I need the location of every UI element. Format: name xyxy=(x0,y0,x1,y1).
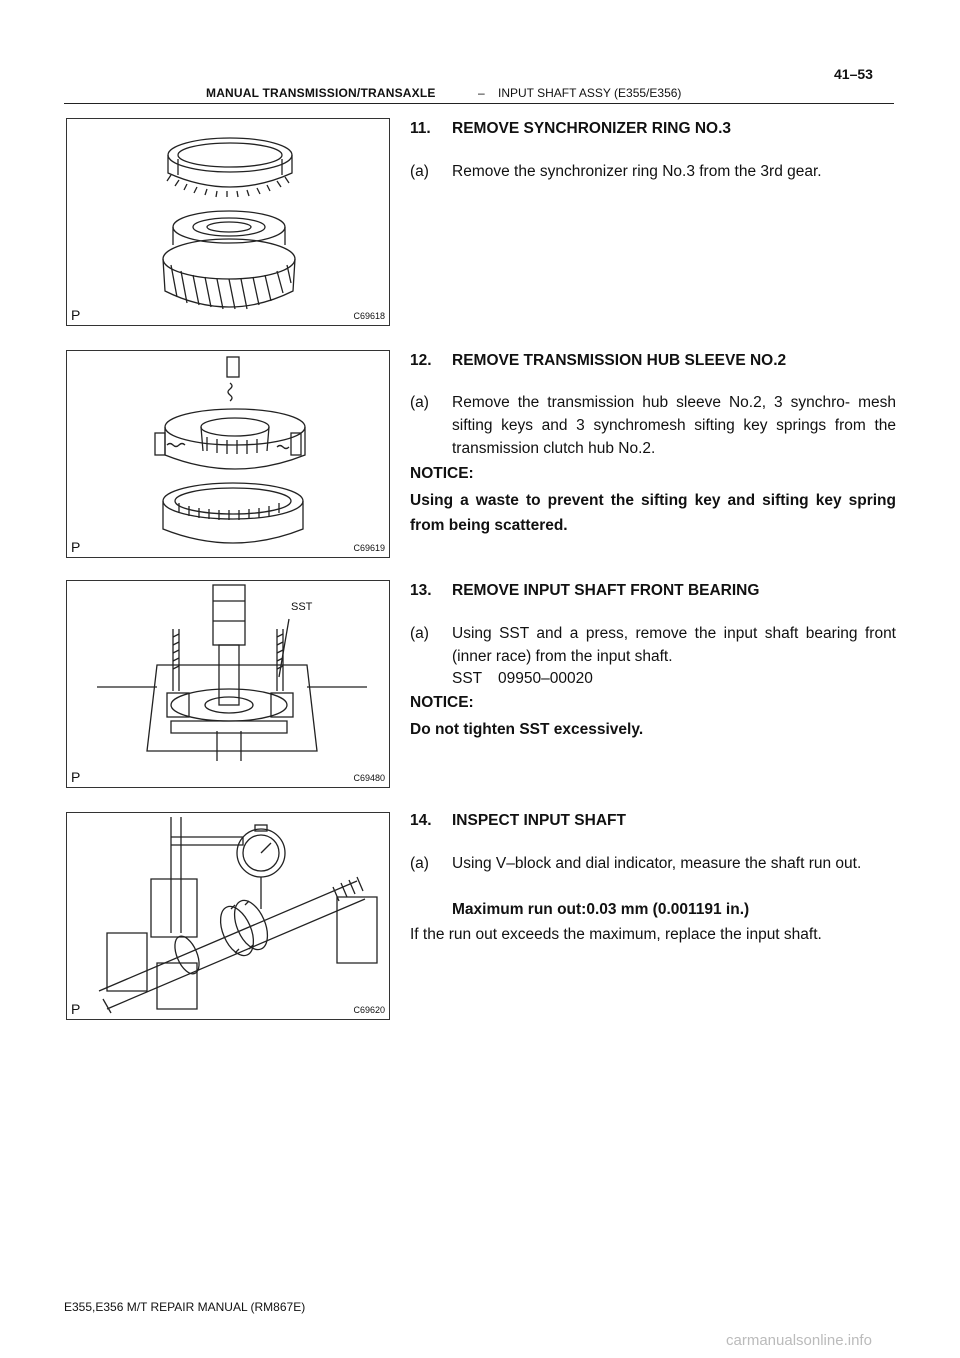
figure-p-label: P xyxy=(71,1001,81,1017)
site-watermark: carmanualsonline.info xyxy=(726,1332,872,1349)
figure-p-label: P xyxy=(71,307,81,323)
figure-code: C69618 xyxy=(353,311,385,321)
substep-text: Using SST and a press, remove the input shaft bearing front (inner race) from the input shaft. xyxy=(452,625,896,665)
step-14-title xyxy=(410,812,626,830)
sst-label: SST xyxy=(452,670,483,687)
sst-callout-label: SST xyxy=(291,601,313,613)
step-13-notice-text: Do not tighten SST excessively. xyxy=(410,721,644,738)
figure-code: C69620 xyxy=(353,1005,385,1015)
figure-dial-indicator xyxy=(66,812,390,1020)
substep-label: (a) xyxy=(410,625,429,642)
step-number: 12. xyxy=(410,352,432,369)
step-title-text: REMOVE SYNCHRONIZER RING NO.3 xyxy=(452,120,732,137)
substep-text: Remove the synchronizer ring No.3 from the 3rd gear. xyxy=(452,163,822,180)
substep-text: Remove the transmission hub sleeve No.2, 3 synchro- mesh sifting keys and 3 synchromesh sifting key springs from the transmission clutch hub No.2. xyxy=(452,394,896,457)
substep-label: (a) xyxy=(410,855,429,872)
step-11-substep-a xyxy=(410,160,896,183)
figure-p-label: P xyxy=(71,769,81,785)
figure-p-label: P xyxy=(71,539,81,555)
step-12-title xyxy=(410,352,786,370)
hub-sleeve-illustration xyxy=(67,351,389,557)
header-separator: – xyxy=(478,86,485,100)
step-title-text: REMOVE INPUT SHAFT FRONT BEARING xyxy=(452,582,760,599)
step-14-note: If the run out exceeds the maximum, replace the input shaft. xyxy=(410,926,822,943)
step-13-title xyxy=(410,582,759,600)
header-rule xyxy=(64,103,894,104)
step-14-substep-a xyxy=(410,852,896,875)
step-number: 11. xyxy=(410,120,431,137)
press-sst-illustration xyxy=(67,581,389,787)
figure-hub-sleeve xyxy=(66,350,390,558)
substep-text: Using V–block and dial indicator, measure the shaft run out. xyxy=(452,855,862,872)
step-13-sst-number xyxy=(452,670,593,688)
step-number: 13. xyxy=(410,582,432,599)
figure-code: C69480 xyxy=(353,773,385,783)
step-13-substep-a xyxy=(410,622,896,668)
substep-label: (a) xyxy=(410,394,429,411)
page-header xyxy=(0,0,960,110)
page-footer: E355,E356 M/T REPAIR MANUAL (RM867E) xyxy=(64,1300,306,1314)
step-12-notice-text: Using a waste to prevent the sifting key and sifting key spring from being scattered. xyxy=(410,492,896,534)
figure-code: C69619 xyxy=(353,543,385,553)
step-number: 14. xyxy=(410,812,432,829)
page-number: 41–53 xyxy=(834,66,873,82)
step-12-notice-heading: NOTICE: xyxy=(410,465,474,482)
step-11-title xyxy=(410,120,731,138)
synchronizer-ring-illustration xyxy=(67,119,389,325)
figure-press-sst xyxy=(66,580,390,788)
step-14-spec: Maximum run out:0.03 mm (0.001191 in.) xyxy=(452,901,750,918)
header-subsection-title: INPUT SHAFT ASSY (E355/E356) xyxy=(498,86,682,100)
step-12-substep-a xyxy=(410,391,896,460)
dial-indicator-illustration xyxy=(67,813,389,1019)
step-title-text: REMOVE TRANSMISSION HUB SLEEVE NO.2 xyxy=(452,352,787,369)
figure-synchronizer-ring xyxy=(66,118,390,326)
substep-label: (a) xyxy=(410,163,429,180)
header-section-title: MANUAL TRANSMISSION/TRANSAXLE xyxy=(206,86,436,100)
sst-part-number: 09950–00020 xyxy=(498,670,593,687)
step-title-text: INSPECT INPUT SHAFT xyxy=(452,812,626,829)
step-13-notice-heading: NOTICE: xyxy=(410,694,474,711)
